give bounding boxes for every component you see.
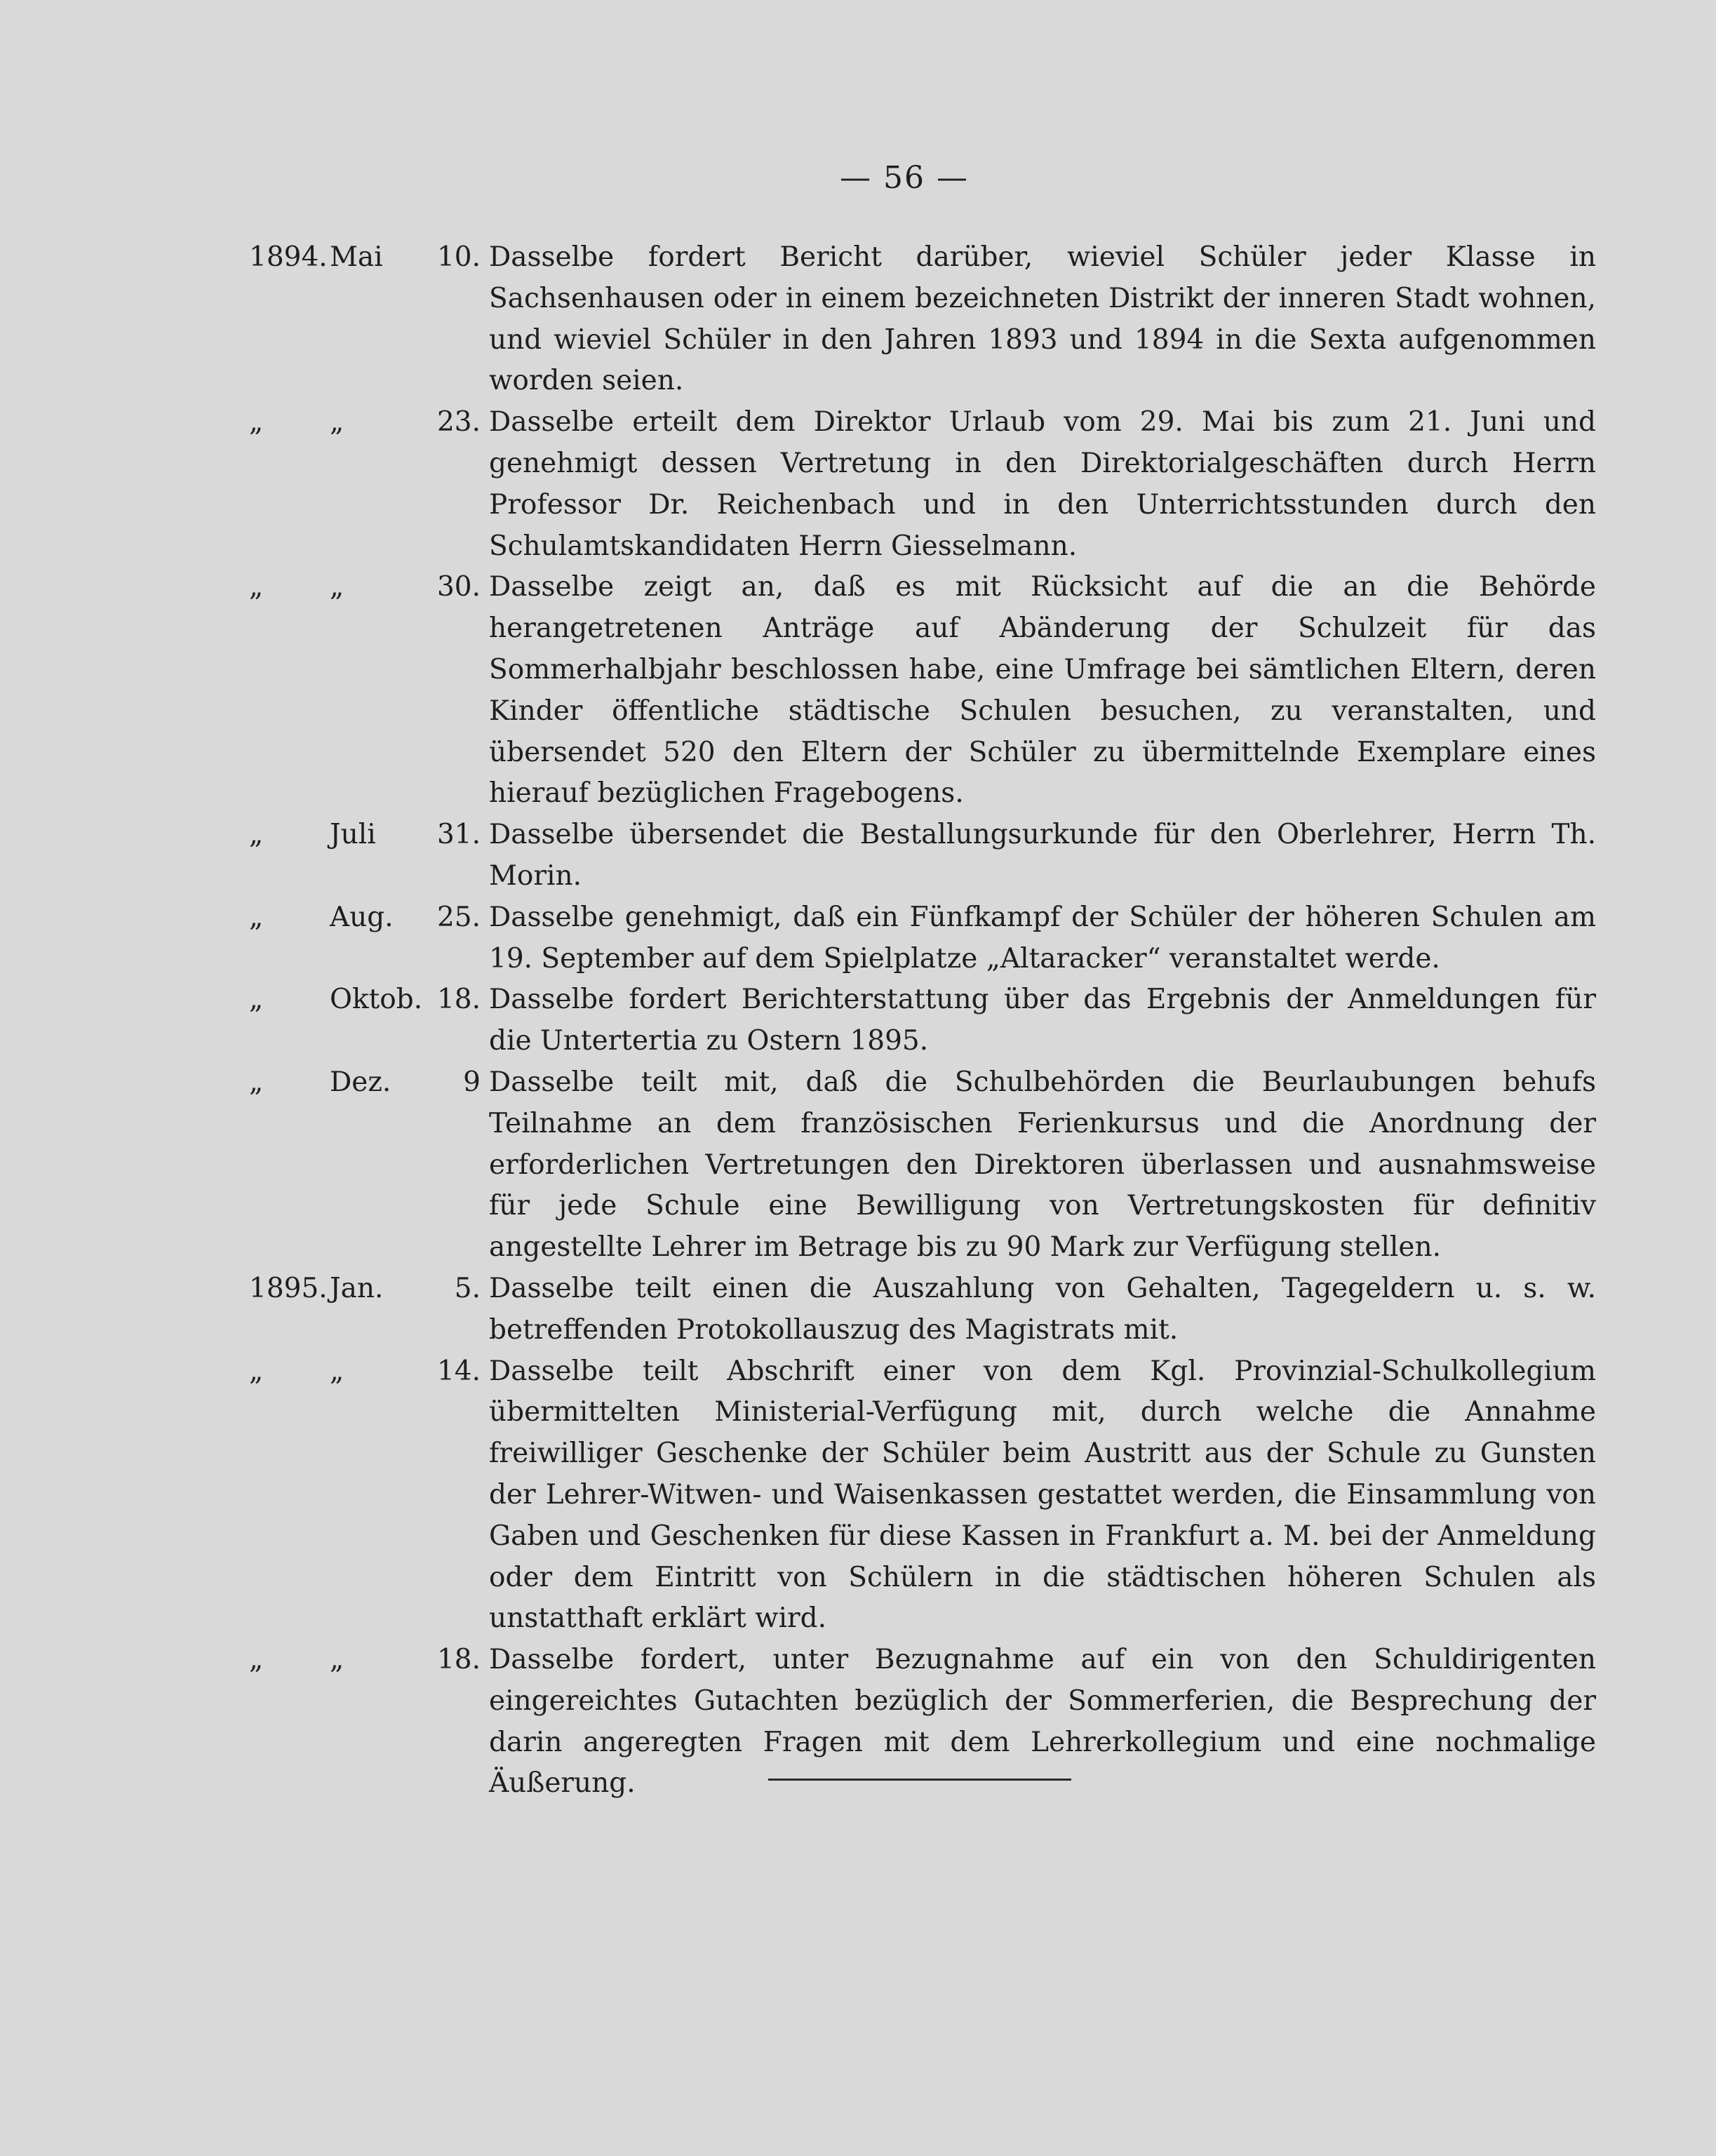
entry-year: „ — [249, 1644, 264, 1676]
entry-month: „ — [330, 571, 344, 603]
entry-date — [249, 1062, 481, 1104]
entry-year: 1895. — [249, 1272, 328, 1304]
entry-date — [249, 815, 481, 856]
entry-month: „ — [330, 406, 344, 438]
entry-date — [249, 237, 481, 279]
entry-date — [249, 1268, 481, 1310]
entry-month: Aug. — [330, 901, 394, 933]
entry-text: Dasselbe fordert, unter Bezugnahme auf ein von den Schuldirigenten eingereichtes Gutachten bezüglich der Sommerferien, die Besprechung der darin angeregten Fragen mit dem Lehrerkollegium und eine nochmalige Äußerung. — [489, 1644, 1596, 1800]
entry-date — [249, 1351, 481, 1393]
entry-text: Dasselbe fordert Berichterstattung über das Ergebnis der Anmeldungen für die Untertertia zu Ostern 1895. — [489, 984, 1596, 1057]
entry-1894-mai-23 — [249, 402, 1596, 567]
entry-date — [249, 567, 481, 608]
entry-month: Oktob. — [330, 984, 423, 1016]
entry-month: „ — [330, 1355, 344, 1387]
entry-1895-jan-5 — [249, 1268, 1596, 1351]
entry-1894-mai-10 — [249, 237, 1596, 402]
entry-1894-juli-31 — [249, 815, 1596, 897]
entry-text: Dasselbe erteilt dem Direktor Urlaub vom 29. Mai bis zum 21. Juni und genehmigt dessen Vertretung in den Direktorialgeschäften durch Herrn Professor Dr. Reichenbach und in den Unterrichtsstunden durch den Schulamtskandidaten Herrn Giesselmann. — [489, 406, 1596, 562]
entry-year: „ — [249, 1066, 264, 1098]
entry-day: 10. — [436, 241, 481, 273]
entry-month: Jan. — [330, 1272, 384, 1304]
entry-year: „ — [249, 984, 264, 1016]
entry-day: 9 — [463, 1066, 481, 1098]
entry-text: Dasselbe übersendet die Bestallungsurkunde für den Oberlehrer, Herrn Th. Morin. — [489, 819, 1596, 892]
entry-1894-dez-9 — [249, 1062, 1596, 1268]
entry-date — [249, 1640, 481, 1681]
entry-year: „ — [249, 819, 264, 851]
entry-day: 30. — [436, 571, 481, 603]
entry-year: „ — [249, 571, 264, 603]
entry-1895-jan-14 — [249, 1351, 1596, 1640]
entry-date — [249, 979, 481, 1021]
entry-day: 31. — [436, 819, 481, 851]
entry-day: 23. — [436, 406, 481, 438]
entry-year: „ — [249, 406, 264, 438]
entry-day: 18. — [436, 1644, 481, 1676]
chronicle-entries — [249, 237, 1596, 1805]
entry-month: Juli — [330, 819, 376, 851]
entry-text: Dasselbe teilt Abschrift einer von dem Kgl. Provinzial-Schulkollegium übermittelten Ministerial-Verfügung mit, durch welche die Annahme freiwilliger Geschenke der Schüler beim Austritt aus der Schule zu Gunsten der Lehrer-Witwen- und Waisenkassen gestattet werden, die Einsammlung von Gaben und Geschenken für diese Kassen in Frankfurt a. M. bei der Anmeldung oder dem Eintritt von Schülern in die städtischen höheren Schulen als unstatthaft erklärt wird. — [489, 1355, 1596, 1635]
entry-month: Dez. — [330, 1066, 391, 1098]
entry-year: „ — [249, 901, 264, 933]
entry-1894-oktob-18 — [249, 979, 1596, 1062]
section-end-rule — [768, 1779, 1071, 1781]
entry-1894-mai-30 — [249, 567, 1596, 815]
entry-date — [249, 402, 481, 443]
entry-year: 1894. — [249, 241, 328, 273]
entry-month: „ — [330, 1644, 344, 1676]
entry-text: Dasselbe teilt einen die Auszahlung von Gehalten, Tagegeldern u. s. w. betreffenden Protokollauszug des Magistrats mit. — [489, 1272, 1596, 1346]
entry-year: „ — [249, 1355, 264, 1387]
entry-text: Dasselbe zeigt an, daß es mit Rücksicht auf die an die Behörde herangetretenen Anträge auf Abänderung der Schulzeit für das Sommerhalbjahr beschlossen habe, eine Umfrage bei sämtlichen Eltern, deren Kinder öffentliche städtische Schulen besuchen, zu veranstalten, und übersendet 520 den Eltern der Schüler zu übermittelnde Exemplare eines hierauf bezüglichen Fragebogens. — [489, 571, 1596, 810]
entry-text: Dasselbe genehmigt, daß ein Fünfkampf der Schüler der höheren Schulen am 19. September auf dem Spielplatze „Altaracker“ veranstaltet werde. — [489, 901, 1596, 975]
entry-date — [249, 897, 481, 939]
entry-day: 5. — [454, 1272, 481, 1304]
page-number: — 56 — — [840, 160, 969, 196]
entry-text: Dasselbe teilt mit, daß die Schulbehörden die Beurlaubungen behufs Teilnahme an dem französischen Ferienkursus und die Anordnung der erforderlichen Vertretungen den Direktoren überlassen und ausnahmsweise für jede Schule eine Bewilligung von Vertretungskosten für definitiv angestellte Lehrer im Betrage bis zu 90 Mark zur Verfügung stellen. — [489, 1066, 1596, 1264]
entry-month: Mai — [330, 241, 383, 273]
entry-day: 18. — [436, 984, 481, 1016]
entry-text: Dasselbe fordert Bericht darüber, wieviel Schüler jeder Klasse in Sachsenhausen oder in einem bezeichneten Distrikt der inneren Stadt wohnen, und wieviel Schüler in den Jahren 1893 und 1894 in die Sexta aufgenommen worden seien. — [489, 241, 1596, 397]
entry-day: 25. — [436, 901, 481, 933]
entry-1894-aug-25 — [249, 897, 1596, 980]
entry-day: 14. — [436, 1355, 481, 1387]
